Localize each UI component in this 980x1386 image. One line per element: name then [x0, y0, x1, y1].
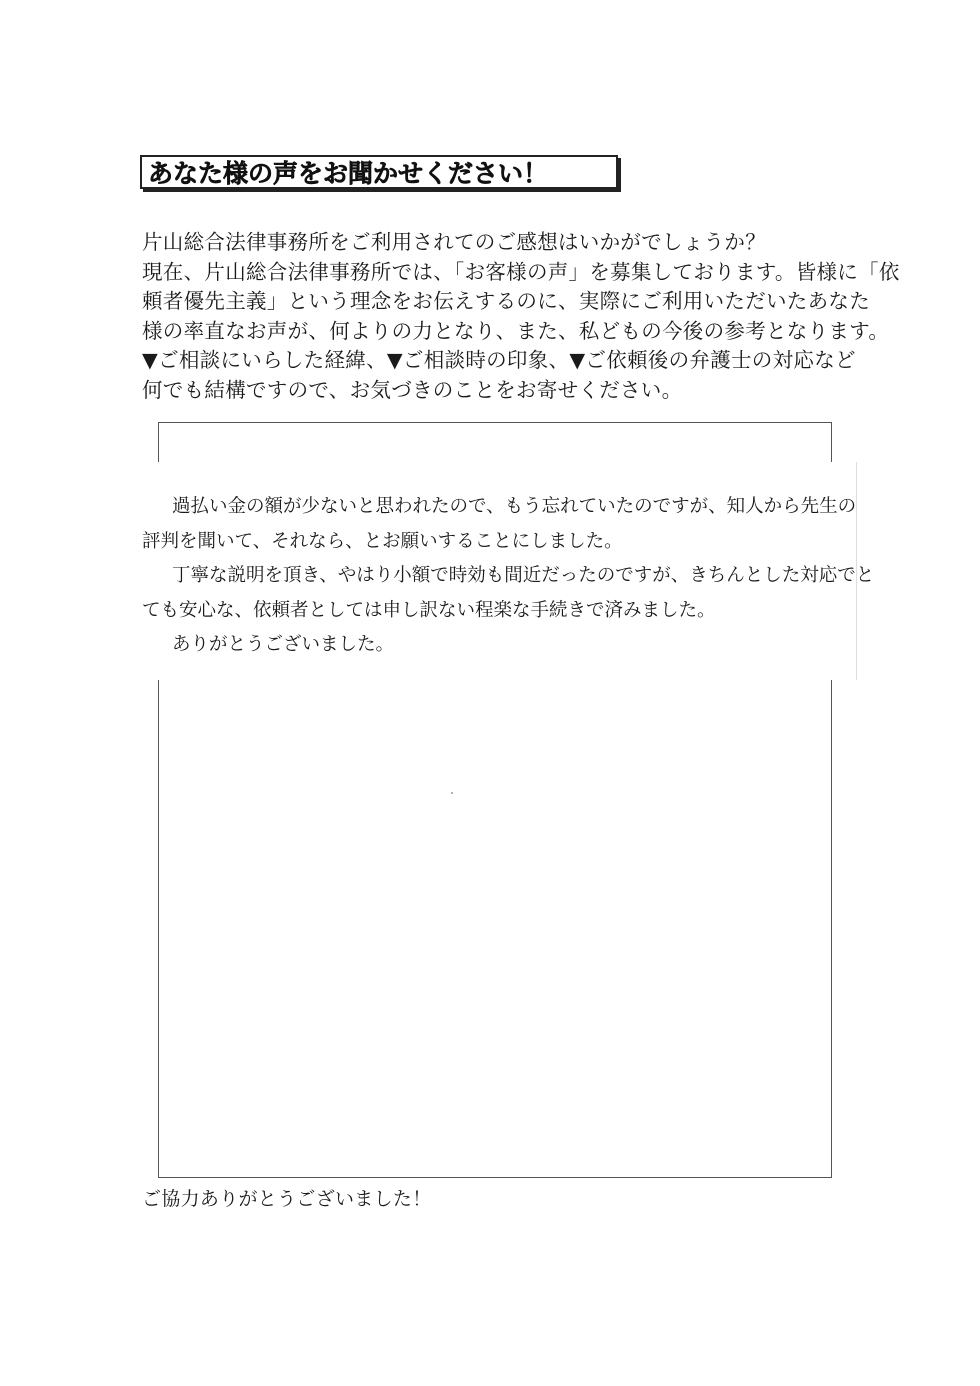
comment-line: 丁寧な説明を頂き、やはり小額で時効も間近だったのですが、きちんとした対応でと — [172, 565, 875, 586]
intro-line: ▼ご相談にいらした経緯、▼ご相談時の印象、▼ご依頼後の弁護士の対応など — [142, 348, 856, 372]
intro-line: 頼者優先主義」という理念をお伝えするのに、実際にご利用いただいたあなた — [142, 289, 870, 313]
page-title: あなた様の声をお聞かせください！ — [148, 159, 549, 188]
intro-text — [142, 228, 900, 405]
customer-comment — [142, 490, 875, 663]
comment-line: ありがとうございました。 — [172, 634, 395, 655]
comment-line: 過払い金の額が少ないと思われたので、もう忘れていたのですが、知人から先生の — [172, 496, 857, 517]
closing-text: ご協力ありがとうございました！ — [142, 1188, 432, 1210]
intro-line: 様の率直なお声が、何よりの力となり、また、私どもの今後の参考となります。 — [142, 318, 890, 343]
title-box — [140, 155, 618, 189]
intro-line: 片山総合法律事務所をご利用されてのご感想はいかがでしょうか？ — [142, 230, 766, 254]
scan-speck — [451, 792, 453, 794]
intro-line: 現在、片山総合法律事務所では、「お客様の声」を募集しております。皆様に「依 — [142, 259, 900, 284]
intro-line: 何でも結構ですので、お気づきのことをお寄せください。 — [142, 377, 683, 402]
comment-line: ても安心な、依頼者としては申し訳ない程楽な手続きで済みました。 — [142, 599, 716, 621]
comment-line: 評判を聞いて、それなら、とお願いすることにしました。 — [142, 530, 623, 552]
